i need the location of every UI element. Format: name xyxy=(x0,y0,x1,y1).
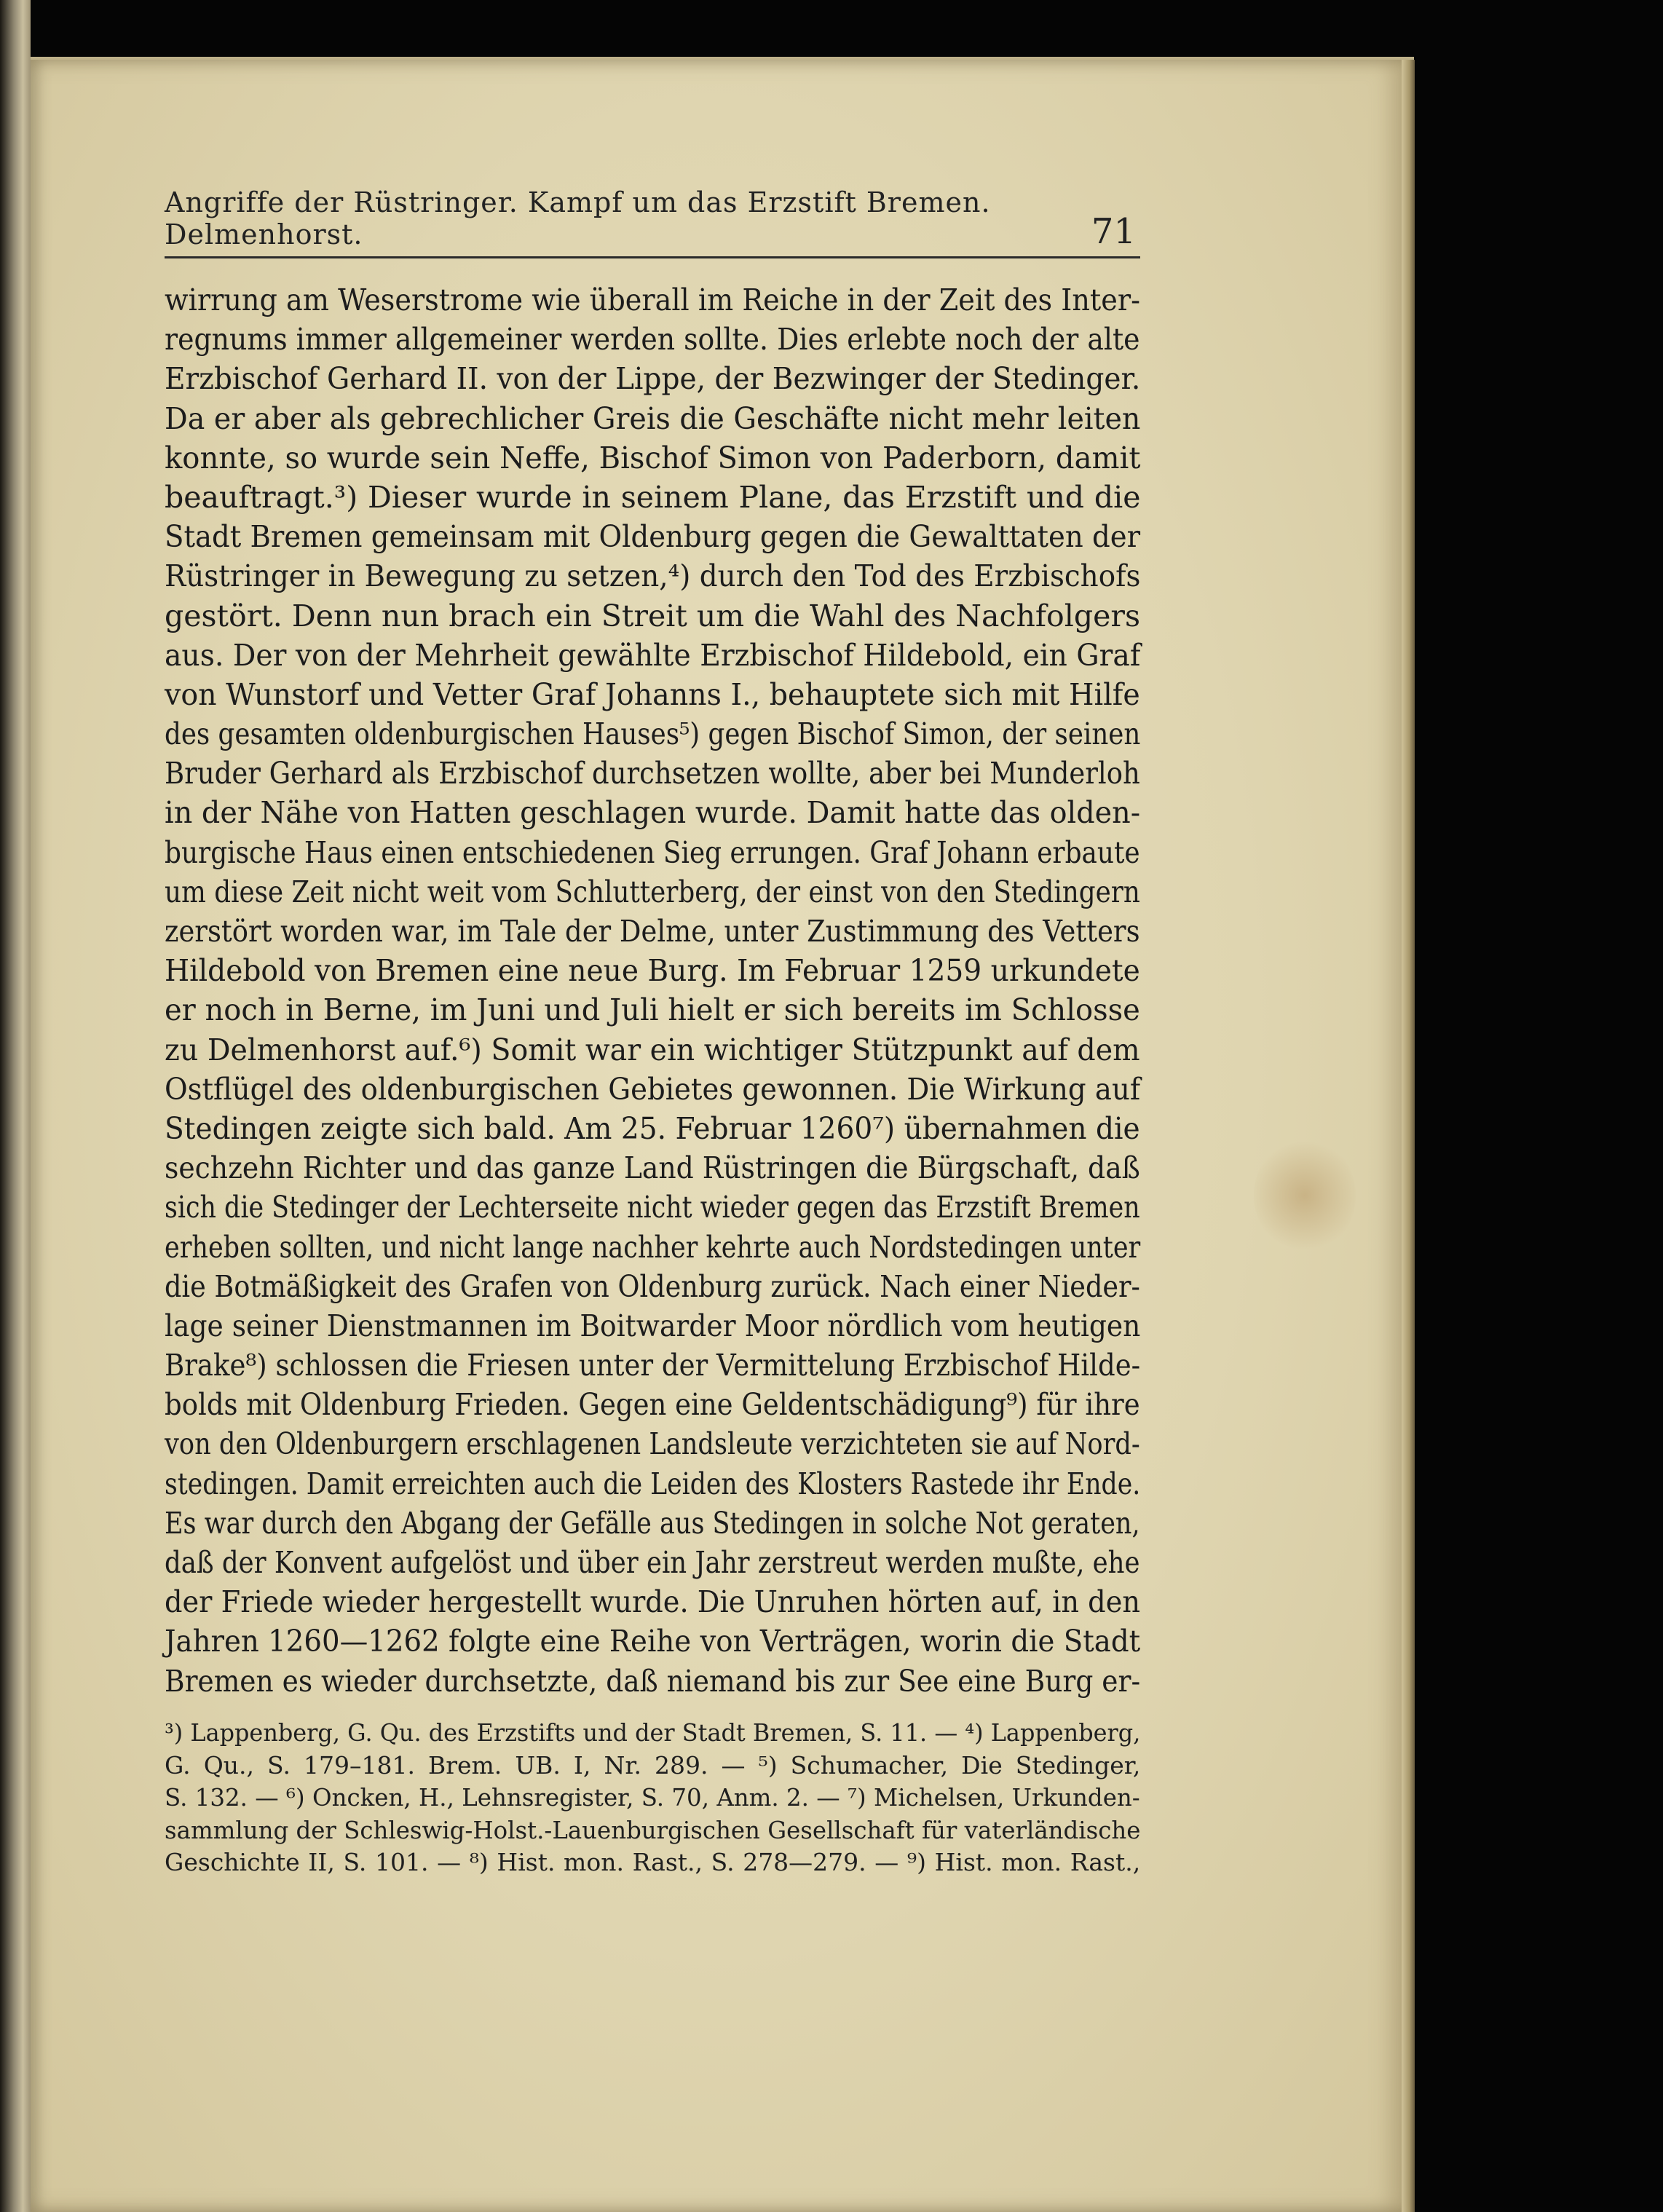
running-title: Angriffe der Rüstringer. Kampf um das Erzstift Bremen. Delmenhorst. xyxy=(165,186,991,250)
running-header xyxy=(165,186,1140,258)
footnotes xyxy=(165,1717,1140,1879)
text-line: Stedingen zeigte sich bald. Am 25. Februar 1260⁷) übernahmen die xyxy=(165,1110,1140,1146)
text-line: stedingen. Damit erreichten auch die Leiden des Klosters Rastede ihr Ende. xyxy=(165,1466,1141,1501)
text-line: der Friede wieder hergestellt wurde. Die Unruhen hörten auf, in den xyxy=(165,1584,1141,1620)
book-spine xyxy=(0,0,31,2212)
text-line: Da er aber als gebrechlicher Greis die Geschäfte nicht mehr leiten xyxy=(165,400,1141,436)
text-line: die Botmäßigkeit des Grafen von Oldenburg zurück. Nach einer Nieder- xyxy=(165,1268,1140,1304)
text-line: beauftragt.³) Dieser wurde in seinem Plane, das Erzstift und die xyxy=(165,479,1141,515)
paper-stain xyxy=(1254,1137,1356,1254)
footnote-line: ³) Lappenberg, G. Qu. des Erzstifts und der Stadt Bremen, S. 11. — ⁴) Lappenberg, xyxy=(165,1718,1141,1747)
footnote-line: G. Qu., S. 179–181. Brem. UB. I, Nr. 289. — ⁵) Schumacher, Die Stedinger, xyxy=(165,1750,1141,1780)
text-line: sich die Stedinger der Lechterseite nicht wieder gegen das Erzstift Bremen xyxy=(165,1190,1140,1225)
text-line: Brake⁸) schlossen die Friesen unter der Vermittelung Erzbischof Hilde- xyxy=(165,1348,1141,1383)
text-line: Erzbischof Gerhard II. von der Lippe, der Bezwinger der Stedinger. xyxy=(165,361,1141,397)
main-text xyxy=(165,280,1140,1701)
footnote-line: S. 132. — ⁶) Oncken, H., Lehnsregister, S. 70, Anm. 2. — ⁷) Michelsen, Urkunden- xyxy=(165,1783,1140,1812)
text-line: gestört. Denn nun brach ein Streit um die Wahl des Nachfolgers xyxy=(165,598,1140,633)
text-line: sechzehn Richter und das ganze Land Rüstringen die Bürgschaft, daß xyxy=(165,1150,1140,1186)
footnote-line: sammlung der Schleswig-Holst.-Lauenburgischen Gesellschaft für vaterländische xyxy=(165,1815,1141,1844)
text-line: er noch in Berne, im Juni und Juli hielt er sich bereits im Schlosse xyxy=(165,992,1140,1028)
text-line: Stadt Bremen gemeinsam mit Oldenburg gegen die Gewalttaten der xyxy=(165,519,1141,555)
text-line: Rüstringer in Bewegung zu setzen,⁴) durch den Tod des Erzbischofs xyxy=(165,558,1141,594)
text-line: in der Nähe von Hatten geschlagen wurde. Damit hatte das olden- xyxy=(165,795,1141,831)
text-line: Jahren 1260—1262 folgte eine Reihe von Verträgen, worin die Stadt xyxy=(165,1624,1141,1659)
footnote-line: Geschichte II, S. 101. — ⁸) Hist. mon. Rast., S. 278—279. — ⁹) Hist. mon. Rast., xyxy=(165,1848,1141,1876)
text-line: daß der Konvent aufgelöst und über ein Jahr zerstreut werden mußte, ehe xyxy=(165,1545,1140,1580)
text-line: konnte, so wurde sein Neffe, Bischof Simon von Paderborn, damit xyxy=(165,440,1141,475)
text-line: regnums immer allgemeiner werden sollte. Dies erlebte noch der alte xyxy=(165,322,1140,358)
text-line: bolds mit Oldenburg Frieden. Gegen eine Geldentschädigung⁹) für ihre xyxy=(165,1387,1140,1423)
text-line: wirrung am Weserstrome wie überall im Reiche in der Zeit des Inter- xyxy=(165,283,1140,317)
text-line: zu Delmenhorst auf.⁶) Somit war ein wichtiger Stützpunkt auf dem xyxy=(165,1032,1140,1067)
text-line: um diese Zeit nicht weit vom Schlutterberg, der einst von den Stedingern xyxy=(165,874,1140,909)
text-line: Hildebold von Bremen eine neue Burg. Im Februar 1259 urkundete xyxy=(165,953,1140,989)
text-line: Bruder Gerhard als Erzbischof durchsetzen wollte, aber bei Munderloh xyxy=(165,756,1140,791)
text-line: Bremen es wieder durchsetzte, daß niemand bis zur See eine Burg er- xyxy=(165,1663,1141,1699)
page-number: 71 xyxy=(1091,211,1136,252)
text-line: lage seiner Dienstmannen im Boitwarder Moor nördlich vom heutigen xyxy=(165,1308,1141,1343)
text-line: des gesamten oldenburgischen Hauses⁵) gegen Bischof Simon, der seinen xyxy=(165,716,1141,752)
text-line: erheben sollten, und nicht lange nachher kehrte auch Nordstedingen unter xyxy=(165,1229,1141,1265)
text-line: Ostflügel des oldenburgischen Gebietes gewonnen. Die Wirkung auf xyxy=(165,1071,1141,1107)
text-line: aus. Der von der Mehrheit gewählte Erzbischof Hildebold, ein Graf xyxy=(165,637,1141,673)
text-line: burgische Haus einen entschiedenen Sieg errungen. Graf Johann erbaute xyxy=(165,834,1140,870)
page-right-edge xyxy=(1402,60,1415,2212)
text-line: von Wunstorf und Vetter Graf Johanns I., behauptete sich mit Hilfe xyxy=(165,676,1140,712)
text-line: zerstört worden war, im Tale der Delme, unter Zustimmung des Vetters xyxy=(165,914,1140,949)
text-line: Es war durch den Abgang der Gefälle aus Stedingen in solche Not geraten, xyxy=(165,1505,1140,1541)
text-line: von den Oldenburgern erschlagenen Landsleute verzichteten sie auf Nord- xyxy=(165,1426,1140,1462)
